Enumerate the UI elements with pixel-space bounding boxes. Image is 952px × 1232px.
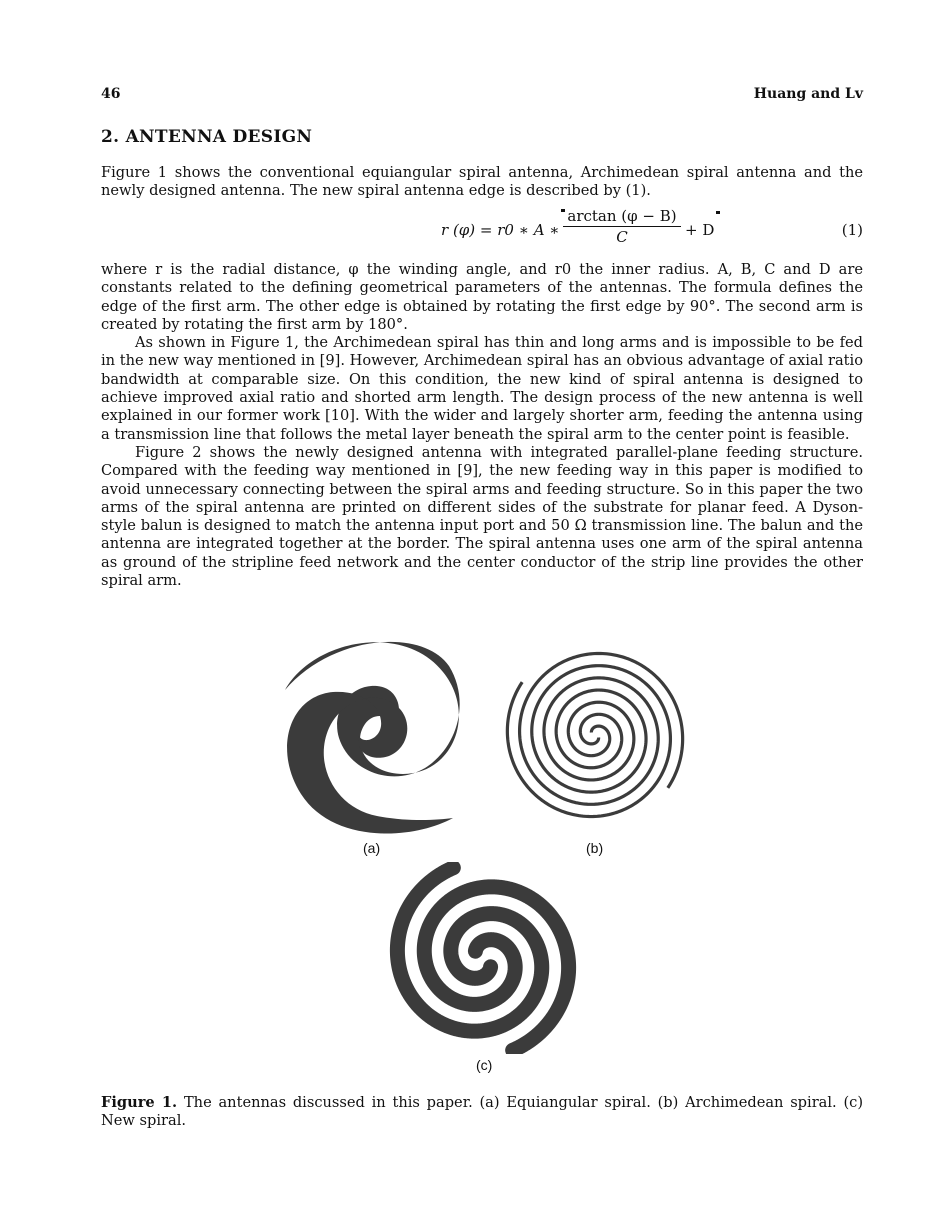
equation-1: [101, 205, 863, 255]
figure-label-a: (a): [363, 840, 381, 856]
equation-lhs: r (φ) = r0 ∗ A ∗: [441, 221, 560, 239]
figure-label-c: (c): [476, 1057, 493, 1073]
figure-caption: [101, 1094, 863, 1131]
figure-caption-text: The antennas discussed in this paper. (a) Equiangular spiral. (b) Archimedean spiral. (c) New spiral.: [101, 1094, 864, 1130]
equation-fraction: [563, 207, 681, 246]
archimedean-spiral-arms: [507, 653, 682, 816]
equiangular-spiral-figure: [280, 628, 460, 836]
paragraph-intro: Figure 1 shows the conventional equiangular spiral antenna, Archimedean spiral antenna and the newly designed antenna. The new spiral antenna edge is described by (1).: [101, 164, 863, 200]
new-spiral-arms: [397, 868, 568, 1051]
paragraph-feeding: Figure 2 shows the newly designed antenna with integrated parallel-plane feeding structure. Compared with the feeding way mentioned in [9], the new feeding way in this paper is modified to avoid unnecessary connecting between the spiral arms and feeding structure. So in this paper the two arms of the spiral antenna are printed on different sides of the substrate for planar feed. A Dyson-style balun is designed to match the antenna input port and 50 Ω transmission line. The balun and the antenna are integrated together at the border. The spiral antenna uses one arm of the spiral antenna as ground of the stripline feed network and the center conductor of the strip line provides the other spiral arm.: [101, 443, 863, 590]
running-head-authors: Huang and Lv: [753, 86, 863, 102]
body-paragraphs: [101, 261, 863, 590]
page-number: 46: [101, 86, 121, 102]
archimedean-spiral-figure: [503, 638, 687, 832]
paragraph-archimedean: As shown in Figure 1, the Archimedean spiral has thin and long arms and is impossible to be fed in the new way mentioned in [9]. However, Archimedean spiral has an obvious advantage of axial ratio bandwidth at comparable size. On this condition, the new kind of spiral antenna is designed to achieve improved axial ratio and shorted arm length. The design process of the new antenna is well explained in our former work [10]. With the wider and largely shorter arm, feeding the antenna using a transmission line that follows the metal layer beneath the spiral arm to the center point is feasible.: [101, 334, 863, 443]
figure-label-b: (b): [586, 840, 604, 856]
equation-bracket-mark-right: [716, 211, 720, 214]
equation-number: (1): [841, 221, 863, 239]
equation-denominator: C: [616, 228, 628, 246]
new-spiral-figure: [383, 862, 583, 1054]
figure-caption-label: Figure 1.: [101, 1094, 178, 1111]
paragraph-where: where r is the radial distance, φ the winding angle, and r0 the inner radius. A, B, C and D are constants related to the defining geometrical parameters of the antennas. The formula defines the edge of the first arm. The other edge is obtained by rotating the first edge by 90°. The second arm is created by rotating the first arm by 180°.: [101, 261, 863, 333]
section-title: 2. ANTENNA DESIGN: [101, 127, 313, 147]
equation-numerator: arctan (φ − B): [563, 207, 681, 227]
equation-rhs: + D: [685, 221, 715, 239]
